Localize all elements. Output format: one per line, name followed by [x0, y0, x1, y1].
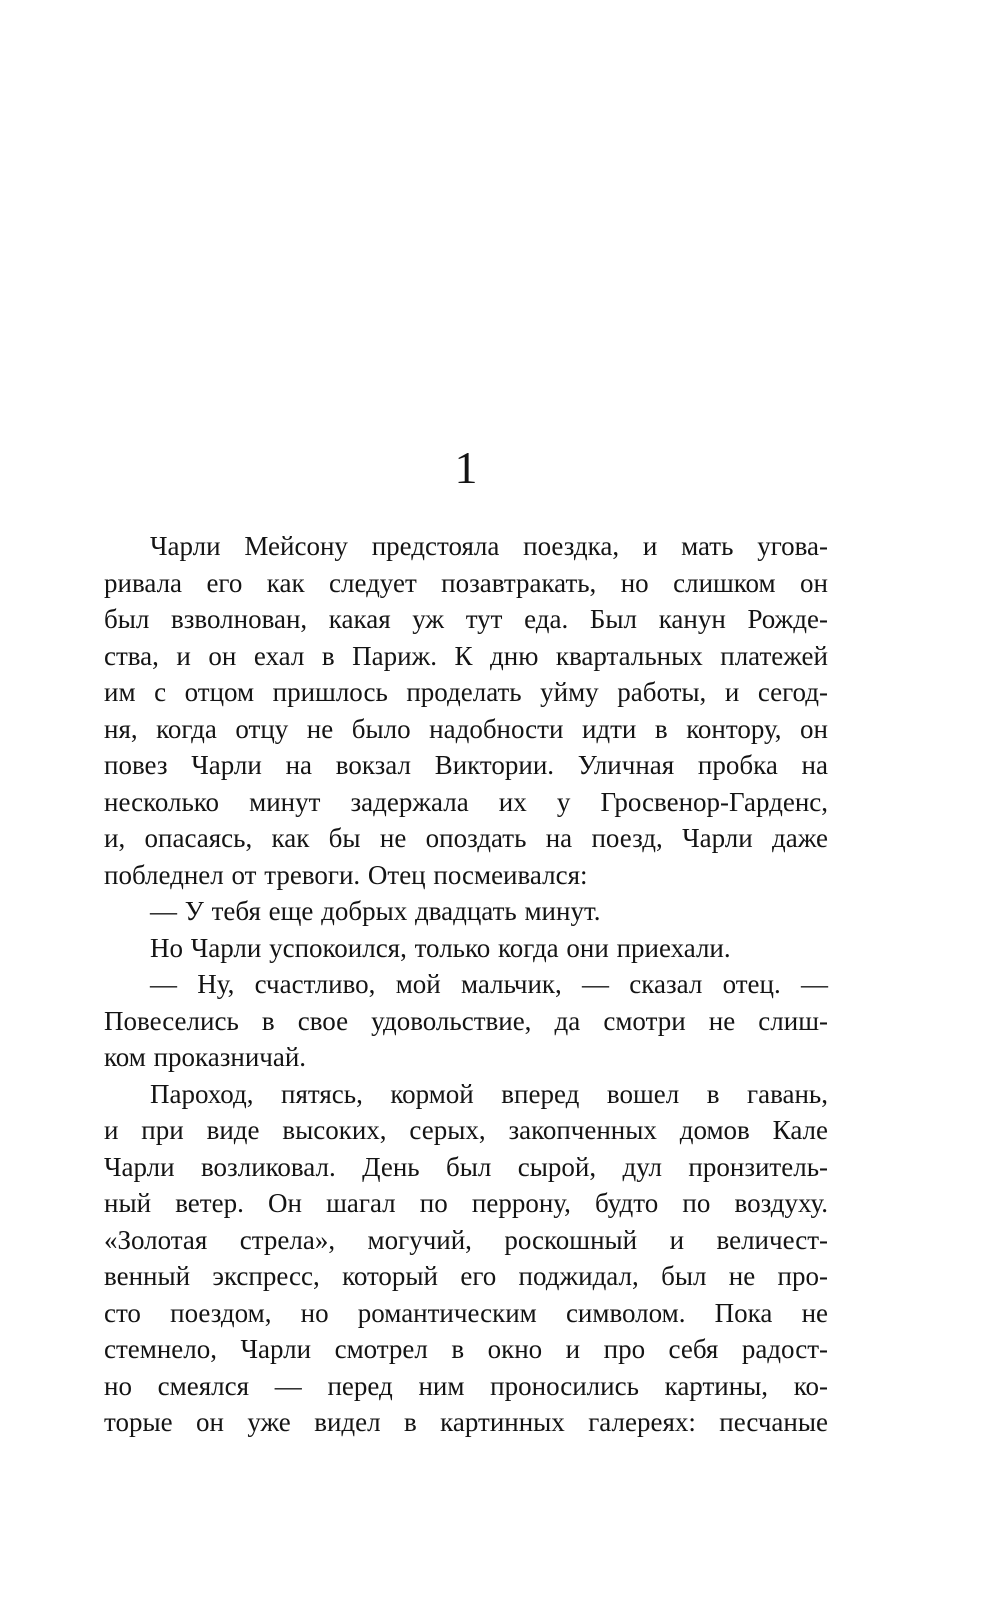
text-line: ства, и он ехал в Париж. К дню квартальных платежей — [104, 640, 828, 671]
text-line: Повеселись в свое удовольствие, да смотри не слиш- — [104, 1005, 828, 1036]
paragraph — [104, 1076, 828, 1441]
text-line: — У тебя еще добрых двадцать минут. — [150, 896, 601, 926]
text-line: ривала его как следует позавтракать, но слишком он — [104, 567, 828, 598]
text-line: повез Чарли на вокзал Виктории. Уличная пробка на — [104, 750, 828, 780]
text-line: стемнело, Чарли смотрел в окно и про себя радост- — [104, 1334, 828, 1364]
text-line: ком проказничай. — [104, 1042, 307, 1072]
text-line: несколько минут задержала их у Гросвенор-Гарденс, — [104, 786, 828, 817]
text-line: им с отцом пришлось проделать уйму работы, и сегод- — [104, 677, 828, 707]
text-line: Чарли Мейсону предстояла поездка, и мать угова- — [150, 531, 828, 561]
text-line: ня, когда отцу не было надобности идти в контору, он — [104, 713, 828, 744]
paragraph — [104, 893, 828, 930]
text-line: побледнел от тревоги. Отец посмеивался: — [104, 859, 588, 890]
text-line: был взволнован, какая уж тут еда. Был канун Рожде- — [104, 604, 828, 634]
text-line: и, опасаясь, как бы не опоздать на поезд, Чарли даже — [104, 823, 828, 853]
text-line: «Золотая стрела», могучий, роскошный и величест- — [104, 1224, 828, 1255]
text-line: Но Чарли успокоился, только когда они приехали. — [150, 932, 731, 963]
chapter-number: 1 — [454, 442, 478, 493]
paragraph — [104, 528, 828, 893]
paragraph — [104, 966, 828, 1076]
text-line: Пароход, пятясь, кормой вперед вошел в гавань, — [150, 1078, 828, 1109]
paragraph — [104, 930, 828, 967]
text-line: ный ветер. Он шагал по перрону, будто по воздуху. — [104, 1188, 828, 1218]
text-line: но смеялся — перед ним проносились картины, ко- — [104, 1370, 828, 1401]
text-line: венный экспресс, который его поджидал, был не про- — [104, 1261, 828, 1291]
text-line: — Ну, счастливо, мой мальчик, — сказал отец. — — [150, 969, 828, 999]
text-line: и при виде высоких, серых, закопченных домов Кале — [104, 1115, 828, 1145]
text-line: сто поездом, но романтическим символом. Пока не — [104, 1297, 828, 1328]
text-line: торые он уже видел в картинных галереях: песчаные — [104, 1407, 828, 1437]
body-text — [104, 528, 828, 1441]
text-line: Чарли возликовал. День был сырой, дул пронзитель- — [104, 1151, 828, 1182]
